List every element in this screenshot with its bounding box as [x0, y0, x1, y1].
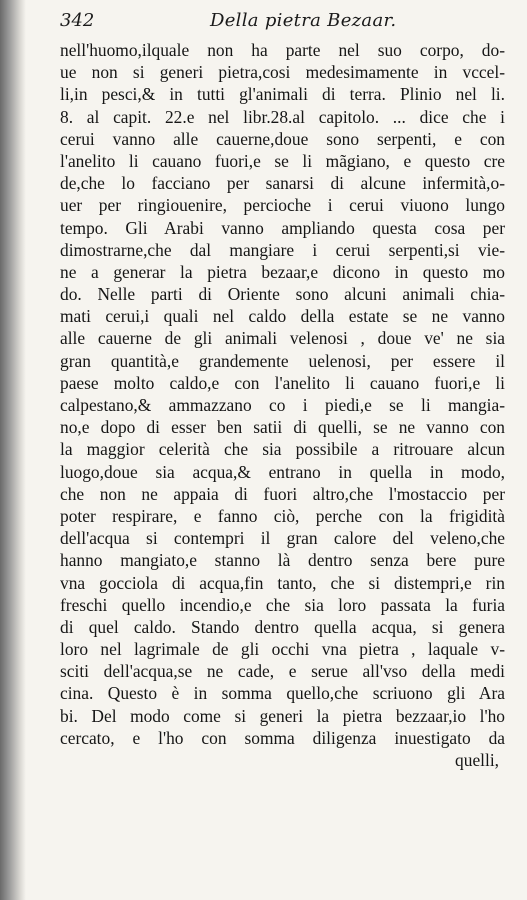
text-line: ne a generar la pietra bezaar,e dicono in questo mo: [60, 261, 505, 282]
text-line: do. Nelle parti di Oriente sono alcuni animali chia-: [60, 284, 505, 305]
running-title: Della pietra Bezaar.: [210, 10, 397, 31]
text-line: che non ne appaia di fuori altro,che l'mostaccio per: [60, 483, 505, 504]
text-line: alle cauerne de gli animali velenosi , doue ve' ne sia: [60, 328, 505, 349]
text-line: calpestano,& ammazzano co i piedi,e se li mangia-: [60, 395, 505, 415]
text-line: loro nel lagrimale de gli occhi vna pietra , laquale v-: [60, 639, 505, 660]
text-line: cerui vanno alle cauerne,doue sono serpenti, e con: [60, 128, 505, 149]
page-header: [60, 8, 500, 36]
text-line: gran quantità,e grandemente uelenosi, per essere il: [60, 350, 505, 371]
text-line: de,che lo facciano per sanarsi di alcune infermità,o-: [60, 173, 505, 194]
binding-gutter: [0, 0, 26, 900]
text-line: li,in pesci,& in tutti gl'animali di terra. Plinio nel li.: [60, 84, 505, 105]
text-line: cina. Questo è in somma quello,che scriuono gli Ara: [60, 683, 505, 704]
text-line: l'anelito li cauano fuori,e se li mãgiano, e questo cre: [60, 150, 505, 171]
catchword: quelli,: [455, 750, 499, 770]
text-line: dimostrarne,che dal mangiare i cerui serpenti,si vie-: [60, 239, 505, 260]
text-line: tempo. Gli Arabi vanno ampliando questa cosa per: [60, 217, 505, 238]
text-line: 8. al capit. 22.e nel libr.28.al capitolo. ... dice che i: [60, 106, 505, 127]
text-line: bi. Del modo come si generi la pietra bezzaar,io l'ho: [60, 705, 505, 726]
text-line: paese molto caldo,e con l'anelito li cauano fuori,e li: [60, 372, 505, 393]
text-line: dell'acqua si contempri il gran calore del veleno,che: [60, 528, 505, 549]
text-line: freschi quello incendio,e che sia loro passata la furia: [60, 594, 505, 615]
text-line: sciti dell'acqua,se ne cade, e serue all'vso della medi: [60, 661, 505, 682]
text-line: vna gocciola di acqua,fin tanto, che si distempri,e rin: [60, 572, 505, 593]
text-line: luogo,doue sia acqua,& entrano in quella in modo,: [60, 461, 505, 482]
text-line: uer per ringiouenire, percioche i cerui viuono lungo: [60, 195, 505, 216]
text-line: hanno mangiato,e stanno là dentro senza bere pure: [60, 550, 505, 571]
text-line: no,e dopo di esser ben satii di quelli, se ne vanno con: [60, 417, 505, 438]
text-line: mati cerui,i quali nel caldo della estate se ne vanno: [60, 306, 505, 327]
text-line: poter respirare, e fanno ciò, perche con la frigidità: [60, 505, 505, 526]
text-line: ue non si generi pietra,cosi medesimamente in vccel-: [60, 62, 505, 83]
page-number: 342: [60, 10, 95, 31]
text-line: di quel caldo. Stando dentro quella acqua, si genera: [60, 616, 505, 637]
text-line: cercato, e l'ho con somma diligenza inuestigato da: [60, 727, 505, 748]
text-line: nell'huomo,ilquale non ha parte nel suo corpo, do-: [60, 40, 505, 60]
text-line: la maggior celerità che sia possibile a ritrouare alcun: [60, 439, 505, 460]
body-text: [60, 39, 505, 771]
